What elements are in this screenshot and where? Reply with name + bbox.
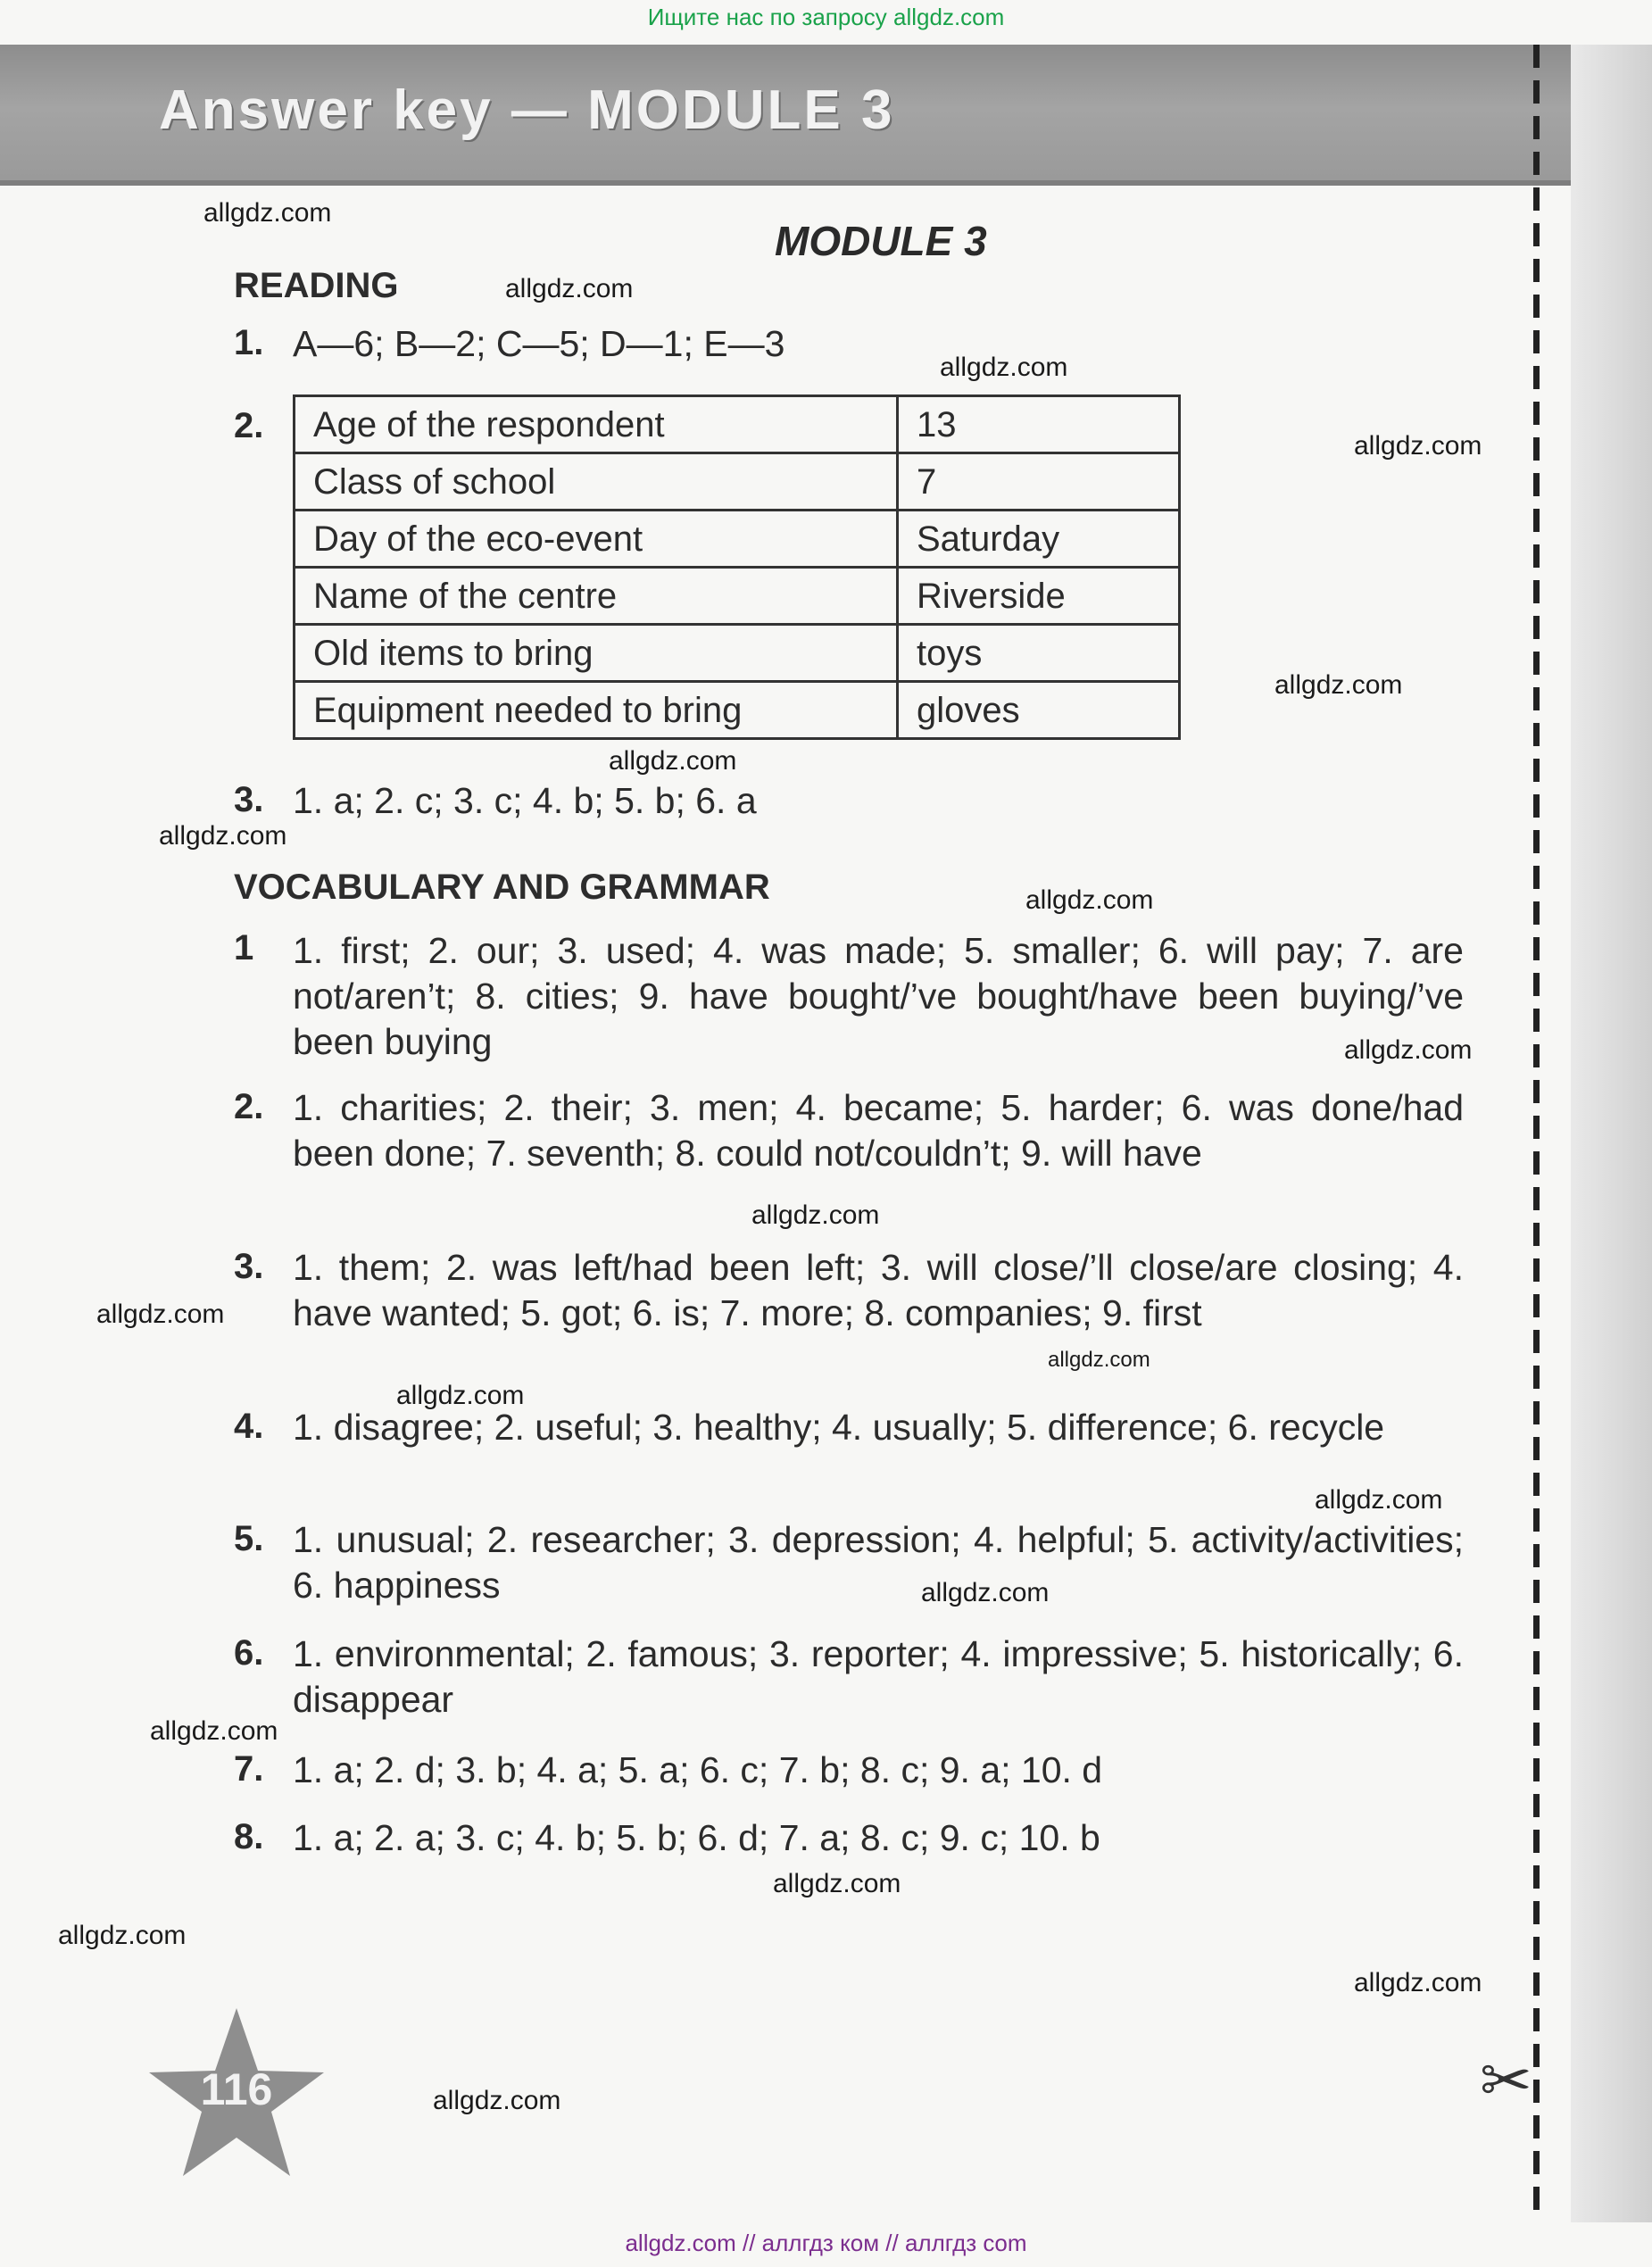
table-value-cell: Riverside — [898, 568, 1180, 625]
cut-line — [1533, 45, 1540, 2213]
table-key-cell: Age of the respondent — [295, 396, 898, 453]
watermark: allgdz.com — [1354, 431, 1482, 461]
watermark: allgdz.com — [96, 1300, 225, 1329]
watermark: allgdz.com — [203, 198, 332, 228]
table-row — [295, 396, 1180, 453]
vocab-item-answer: 1. them; 2. was left/had been left; 3. will close/’ll close/are closing; 4. have wanted; 5. got; 6. is; 7. more; 8. companies; 9. first — [293, 1247, 1464, 1333]
watermark: allgdz.com — [1315, 1485, 1443, 1515]
table-value-cell: toys — [898, 625, 1180, 682]
reading-item-number: 3. — [234, 780, 264, 819]
watermark: allgdz.com — [433, 2086, 561, 2115]
vocab-item-answer: 1. charities; 2. their; 3. men; 4. became; 5. harder; 6. was done/had been done; 7. seventh; 8. could not/couldn’t; 9. will have — [293, 1087, 1464, 1174]
top-site-link[interactable]: Ищите нас по запросу allgdz.com — [647, 4, 1005, 30]
reading-heading: READING — [234, 266, 399, 305]
vocab-item-number: 2. — [234, 1087, 264, 1126]
watermark: allgdz.com — [609, 746, 737, 776]
watermark: allgdz.com — [150, 1716, 278, 1746]
watermark: allgdz.com — [921, 1578, 1050, 1607]
watermark: allgdz.com — [396, 1381, 525, 1410]
reading-item-number: 2. — [234, 406, 264, 445]
vocab-item-answer: 1. unusual; 2. researcher; 3. depression; 4. helpful; 5. activity/activities; 6. happiness — [293, 1519, 1464, 1606]
vocab-item-number: 1 — [234, 928, 254, 967]
table-row — [295, 511, 1180, 568]
table-row — [295, 568, 1180, 625]
table-value-cell: gloves — [898, 682, 1180, 739]
vocab-item-number: 3. — [234, 1247, 264, 1286]
table-row — [295, 682, 1180, 739]
module-title: MODULE 3 — [775, 218, 987, 264]
vocab-item-number: 4. — [234, 1407, 264, 1446]
watermark: allgdz.com — [505, 274, 634, 303]
vocab-item-answer: 1. disagree; 2. useful; 3. healthy; 4. usually; 5. difference; 6. recycle — [293, 1407, 1385, 1448]
watermark: allgdz.com — [1344, 1035, 1473, 1065]
vocab-item-answer: 1. environmental; 2. famous; 3. reporter; 4. impressive; 5. historically; 6. disappear — [293, 1633, 1464, 1720]
watermark: allgdz.com — [940, 353, 1068, 382]
table-row — [295, 453, 1180, 511]
vocab-item-number: 6. — [234, 1633, 264, 1673]
vocab-item-number: 8. — [234, 1817, 264, 1856]
table-key-cell: Class of school — [295, 453, 898, 511]
table-key-cell: Equipment needed to bring — [295, 682, 898, 739]
watermark: allgdz.com — [751, 1200, 880, 1230]
table-row — [295, 625, 1180, 682]
table-key-cell: Old items to bring — [295, 625, 898, 682]
bottom-site-links[interactable]: allgdz.com // аллгдз ком // аллгдз com — [625, 2230, 1027, 2256]
table-key-cell: Name of the centre — [295, 568, 898, 625]
watermark: allgdz.com — [1274, 670, 1403, 700]
survey-table — [293, 394, 1181, 740]
vocab-item-number: 5. — [234, 1519, 264, 1558]
page-number: 116 — [200, 2064, 273, 2114]
vocab-item-answer: 1. a; 2. a; 3. c; 4. b; 5. b; 6. d; 7. a; 8. c; 9. c; 10. b — [293, 1817, 1100, 1858]
page-edge-shadow — [1571, 45, 1652, 2222]
watermark: allgdz.com — [1354, 1968, 1482, 1997]
table-value-cell: 7 — [898, 453, 1180, 511]
vocabulary-heading: VOCABULARY AND GRAMMAR — [234, 868, 770, 907]
watermark: allgdz.com — [1048, 1348, 1150, 1372]
watermark: allgdz.com — [58, 1921, 187, 1950]
table-value-cell: Saturday — [898, 511, 1180, 568]
table-key-cell: Day of the eco-event — [295, 511, 898, 568]
vocab-item-number: 7. — [234, 1749, 264, 1789]
vocab-item-answer: 1. first; 2. our; 3. used; 4. was made; 5. smaller; 6. will pay; 7. are not/aren’t; 8. cities; 9. have bought/’ve bought/have been buying/’ve been buying — [293, 930, 1464, 1062]
vocab-item-answer: 1. a; 2. d; 3. b; 4. a; 5. a; 6. c; 7. b; 8. c; 9. a; 10. d — [293, 1749, 1103, 1790]
reading-item-number: 1. — [234, 323, 264, 362]
table-value-cell: 13 — [898, 396, 1180, 453]
page-title: Answer key — MODULE 3 — [159, 79, 895, 141]
watermark: allgdz.com — [773, 1869, 901, 1898]
reading-item-answer: 1. a; 2. c; 3. c; 4. b; 5. b; 6. a — [293, 780, 757, 821]
watermark: allgdz.com — [159, 821, 287, 851]
reading-item-answer: A—6; B—2; C—5; D—1; E—3 — [293, 323, 785, 364]
scissors-icon: ✂ — [1480, 2046, 1532, 2115]
watermark: allgdz.com — [1025, 885, 1154, 915]
page-number-badge — [147, 2008, 326, 2178]
